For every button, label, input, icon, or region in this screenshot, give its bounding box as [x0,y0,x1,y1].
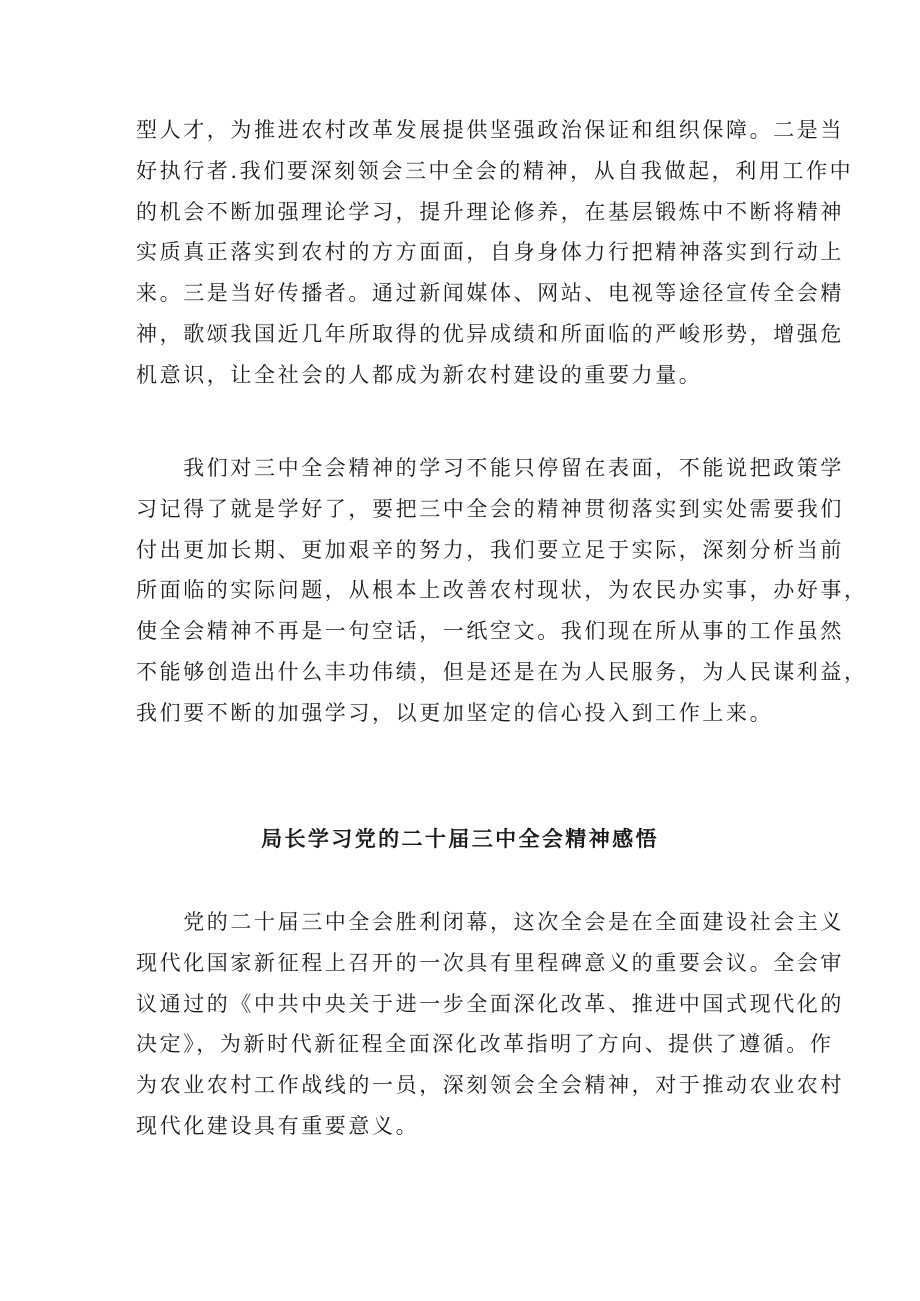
paragraph-2 [136,448,868,734]
paragraph-line: 付出更加长期、更加艰辛的努力，我们要立足于实际，深刻分析当前 [136,537,844,562]
paragraph-line: 来。三是当好传播者。通过新闻媒体、网站、电视等途径宣传全会精 [136,281,844,306]
paragraph-line: 为农业农村工作战线的一员，深刻领会全会精神，对于推动农业农村 [136,1073,844,1098]
paragraph-line: 好执行者.我们要深刻领会三中全会的精神，从自我做起，利用工作中 [136,158,854,183]
paragraph-line: 决定》，为新时代新征程全面深化改革指明了方向、提供了遵循。作 [136,1032,834,1057]
paragraph-3 [136,902,844,1147]
paragraph-line: 议通过的《中共中央关于进一步全面深化改革、推进中国式现代化的 [136,991,844,1016]
paragraph-line: 我们对三中全会精神的学习不能只停留在表面，不能说把政策学 [136,456,844,480]
paragraph-line: 所面临的实际问题，从根本上改善农村现状，为农民办实事，办好事， [136,578,868,603]
section-title: 局长学习党的二十届三中全会精神感悟 [261,826,659,851]
paragraph-1 [136,110,854,396]
paragraph-line: 现代化建设具有重要意义。 [136,1113,420,1138]
paragraph-line: 党的二十届三中全会胜利闭幕，这次全会是在全面建设社会主义 [136,910,844,934]
paragraph-line: 型人才，为推进农村改革发展提供坚强政治保证和组织保障。二是当 [136,118,844,142]
paragraph-line: 神，歌颂我国近几年所取得的优异成绩和所面临的严峻形势，增强危 [136,321,844,346]
paragraph-line: 我们要不断的加强学习，以更加坚定的信心投入到工作上来。 [136,700,774,725]
paragraph-line: 不能够创造出什么丰功伟绩，但是还是在为人民服务，为人民谋利益， [136,659,868,684]
paragraph-line: 实质真正落实到农村的方方面面，自身身体力行把精神落实到行动上 [136,240,844,265]
paragraph-line: 现代化国家新征程上召开的一次具有里程碑意义的重要会议。全会审 [136,950,844,975]
paragraph-line: 的机会不断加强理论学习，提升理论修养，在基层锻炼中不断将精神 [136,199,844,224]
paragraph-line: 机意识，让全社会的人都成为新农村建设的重要力量。 [136,362,703,387]
paragraph-line: 使全会精神不再是一句空话，一纸空文。我们现在所从事的工作虽然 [136,619,844,644]
paragraph-line: 习记得了就是学好了，要把三中全会的精神贯彻落实到实处需要我们 [136,496,844,521]
